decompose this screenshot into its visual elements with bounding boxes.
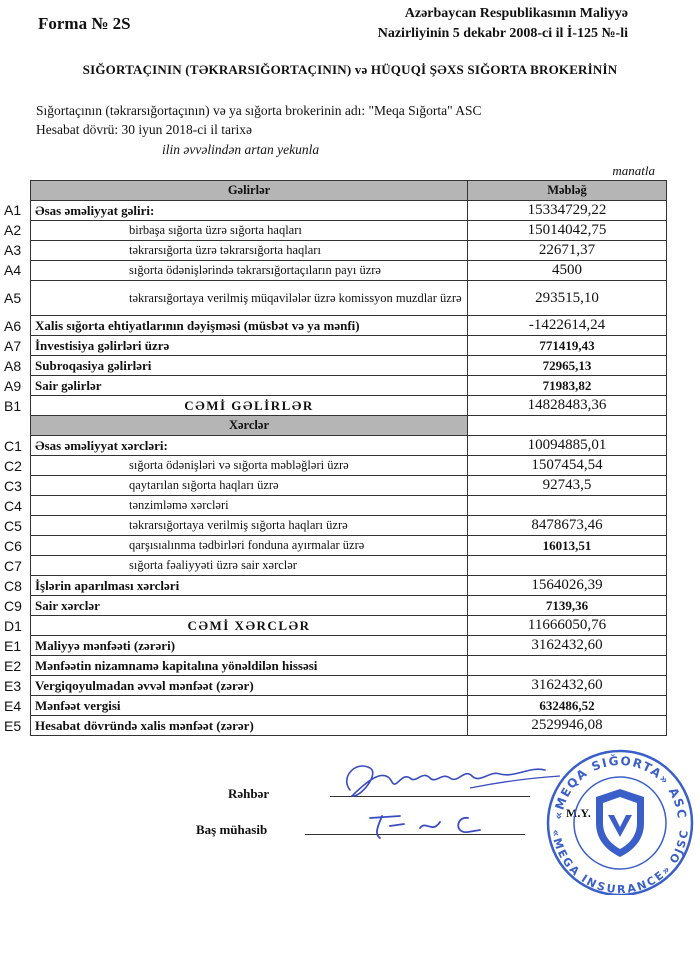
row-code: A8: [4, 358, 22, 374]
row-value: 71983,82: [468, 376, 667, 396]
table-row: [31, 576, 667, 596]
row-code: D1: [4, 618, 22, 634]
table-row: [31, 496, 667, 516]
row-label: Subroqasiya gəlirləri: [31, 356, 468, 376]
row-code: A7: [4, 338, 22, 354]
row-label: Hesabat dövründə xalis mənfəət (zərər): [31, 716, 468, 736]
company-seal: [540, 745, 700, 895]
row-value: 293515,10: [468, 281, 667, 316]
row-label: İnvestisiya gəlirləri üzrə: [31, 336, 468, 356]
row-value: 771419,43: [468, 336, 667, 356]
row-value: [468, 496, 667, 516]
table-row: [31, 221, 667, 241]
row-code: C4: [4, 498, 22, 514]
row-value: 3162432,60: [468, 636, 667, 656]
row-value: 15334729,22: [468, 201, 667, 221]
row-value: 10094885,01: [468, 436, 667, 456]
table-row: [31, 476, 667, 496]
row-label: Sair gəlirlər: [31, 376, 468, 396]
row-value: 4500: [468, 261, 667, 281]
row-label: CƏMİ GƏLİRLƏR: [31, 396, 468, 416]
row-value: 7139,36: [468, 596, 667, 616]
row-code: E4: [4, 698, 22, 714]
table-row: [31, 376, 667, 396]
row-code: A6: [4, 318, 22, 334]
row-value: 16013,51: [468, 536, 667, 556]
row-label: sığorta ödənişləri və sığorta məbləğləri üzrə: [31, 456, 468, 476]
row-label: qaytarılan sığorta haqları üzrə: [31, 476, 468, 496]
row-code: C6: [4, 538, 22, 554]
table-row: [31, 656, 667, 676]
table-row: [31, 241, 667, 261]
row-code: E3: [4, 678, 22, 694]
authority-line-2: Nazirliyinin 5 dekabr 2008-ci il İ-125 №-li: [377, 26, 628, 41]
row-label: təkrarsığortaya verilmiş sığorta haqları üzrə: [31, 516, 468, 536]
table-row: [31, 336, 667, 356]
row-code: A2: [4, 222, 22, 238]
row-code: C5: [4, 518, 22, 534]
row-label: qarşısıalınma tədbirləri fonduna ayırmalar üzrə: [31, 536, 468, 556]
table-row: [31, 356, 667, 376]
report-title: SIĞORTAÇININ (TƏKRARSIĞORTAÇININ) və HÜQUQİ ŞƏXS SIĞORTA BROKERİNİN: [82, 62, 618, 77]
row-label: Mənfəət vergisi: [31, 696, 468, 716]
table-row: [31, 436, 667, 456]
row-value: 632486,52: [468, 696, 667, 716]
row-code: B1: [4, 398, 22, 414]
row-value: 15014042,75: [468, 221, 667, 241]
authority-line-1: Azərbaycan Respublikasının Maliyyə: [404, 6, 628, 21]
row-code: A4: [4, 262, 22, 278]
income-header-row: [31, 181, 667, 201]
row-label: Xalis sığorta ehtiyatlarının dəyişməsi (müsbət və ya mənfi): [31, 316, 468, 336]
row-code: C8: [4, 578, 22, 594]
amount-column-header: Məbləğ: [468, 181, 667, 201]
table-row: [31, 261, 667, 281]
row-label: birbaşa sığorta üzrə sığorta haqları: [31, 221, 468, 241]
row-value: [468, 656, 667, 676]
row-value: 1507454,54: [468, 456, 667, 476]
row-code: A5: [4, 290, 22, 306]
expenses-column-header: Xərclər: [31, 416, 468, 436]
table-row: [31, 456, 667, 476]
row-label: Vergiqoyulmadan əvvəl mənfəət (zərər): [31, 676, 468, 696]
row-code: E2: [4, 658, 22, 674]
row-value: 72965,13: [468, 356, 667, 376]
row-value: -1422614,24: [468, 316, 667, 336]
seal-top-text: «MEQA SIĞORTA» ASC: [550, 753, 690, 821]
row-label: Əsas əməliyyat xərcləri:: [31, 436, 468, 456]
table-row: [31, 536, 667, 556]
table-row: [31, 676, 667, 696]
expenses-header-row: [31, 416, 667, 436]
row-code: A3: [4, 242, 22, 258]
row-code: C1: [4, 438, 22, 454]
row-code: C7: [4, 558, 22, 574]
table-row: [31, 396, 667, 416]
issuing-authority: [378, 4, 628, 44]
cumulative-note: ilin əvvəlindən artan yekunla: [162, 142, 320, 157]
row-value: [468, 556, 667, 576]
table-row: [31, 616, 667, 636]
row-value: 8478673,46: [468, 516, 667, 536]
currency-unit: manatla: [612, 163, 655, 178]
row-code: A9: [4, 378, 22, 394]
row-label: təkrarsığorta üzrə təkrarsığorta haqları: [31, 241, 468, 261]
row-value: 11666050,76: [468, 616, 667, 636]
row-label: CƏMİ XƏRCLƏR: [31, 616, 468, 636]
row-value: 1564026,39: [468, 576, 667, 596]
row-label: Maliyyə mənfəəti (zərəri): [31, 636, 468, 656]
row-label: Əsas əməliyyat gəliri:: [31, 201, 468, 221]
row-label: Mənfəətin nizamnamə kapitalına yönəldilən hissəsi: [31, 656, 468, 676]
director-signature: [330, 748, 570, 808]
period-line: Hesabat dövrü: 30 iyun 2018-ci il tarixə: [36, 122, 252, 137]
row-label: sığorta ödənişlərində təkrarsığortaçıların payı üzrə: [31, 261, 468, 281]
company-line: Sığortaçının (təkrarsığortaçının) və ya sığorta brokerinin adı: "Meqa Sığorta" ASC: [36, 103, 482, 118]
table-row: [31, 636, 667, 656]
table-row: [31, 516, 667, 536]
table-row: [31, 201, 667, 221]
row-value: 2529946,08: [468, 716, 667, 736]
row-label: sığorta fəaliyyəti üzrə sair xərclər: [31, 556, 468, 576]
row-label: təkrarsığortaya verilmiş müqavilələr üzrə komissyon muzdlar üzrə: [31, 281, 468, 316]
row-label: Sair xərclər: [31, 596, 468, 616]
seal-bottom-text: «MEGA INSURANCE» OJSC: [549, 828, 691, 895]
table-row: [31, 696, 667, 716]
row-code: C9: [4, 598, 22, 614]
row-code: E5: [4, 718, 22, 734]
table-row: [31, 556, 667, 576]
row-code: A1: [4, 202, 22, 218]
row-code: E1: [4, 638, 22, 654]
expenses-header-blank: [468, 416, 667, 436]
row-value: 92743,5: [468, 476, 667, 496]
row-label: İşlərin aparılması xərcləri: [31, 576, 468, 596]
accountant-signature: [360, 804, 510, 844]
chief-accountant-label: Baş mühasib: [196, 822, 268, 837]
income-column-header: Gəlirlər: [31, 181, 468, 201]
income-statement-table: [30, 180, 667, 736]
seal-placeholder-mark: M.Y.: [566, 806, 591, 820]
table-row: [31, 716, 667, 736]
row-code: C2: [4, 458, 22, 474]
row-label: tənzimləmə xərcləri: [31, 496, 468, 516]
row-value: 14828483,36: [468, 396, 667, 416]
table-row: [31, 596, 667, 616]
table-row: [31, 281, 667, 316]
row-code: C3: [4, 478, 22, 494]
table-row: [31, 316, 667, 336]
form-number: Forma № 2S: [38, 14, 131, 33]
row-value: 3162432,60: [468, 676, 667, 696]
director-label: Rəhbər: [228, 786, 270, 801]
row-value: 22671,37: [468, 241, 667, 261]
